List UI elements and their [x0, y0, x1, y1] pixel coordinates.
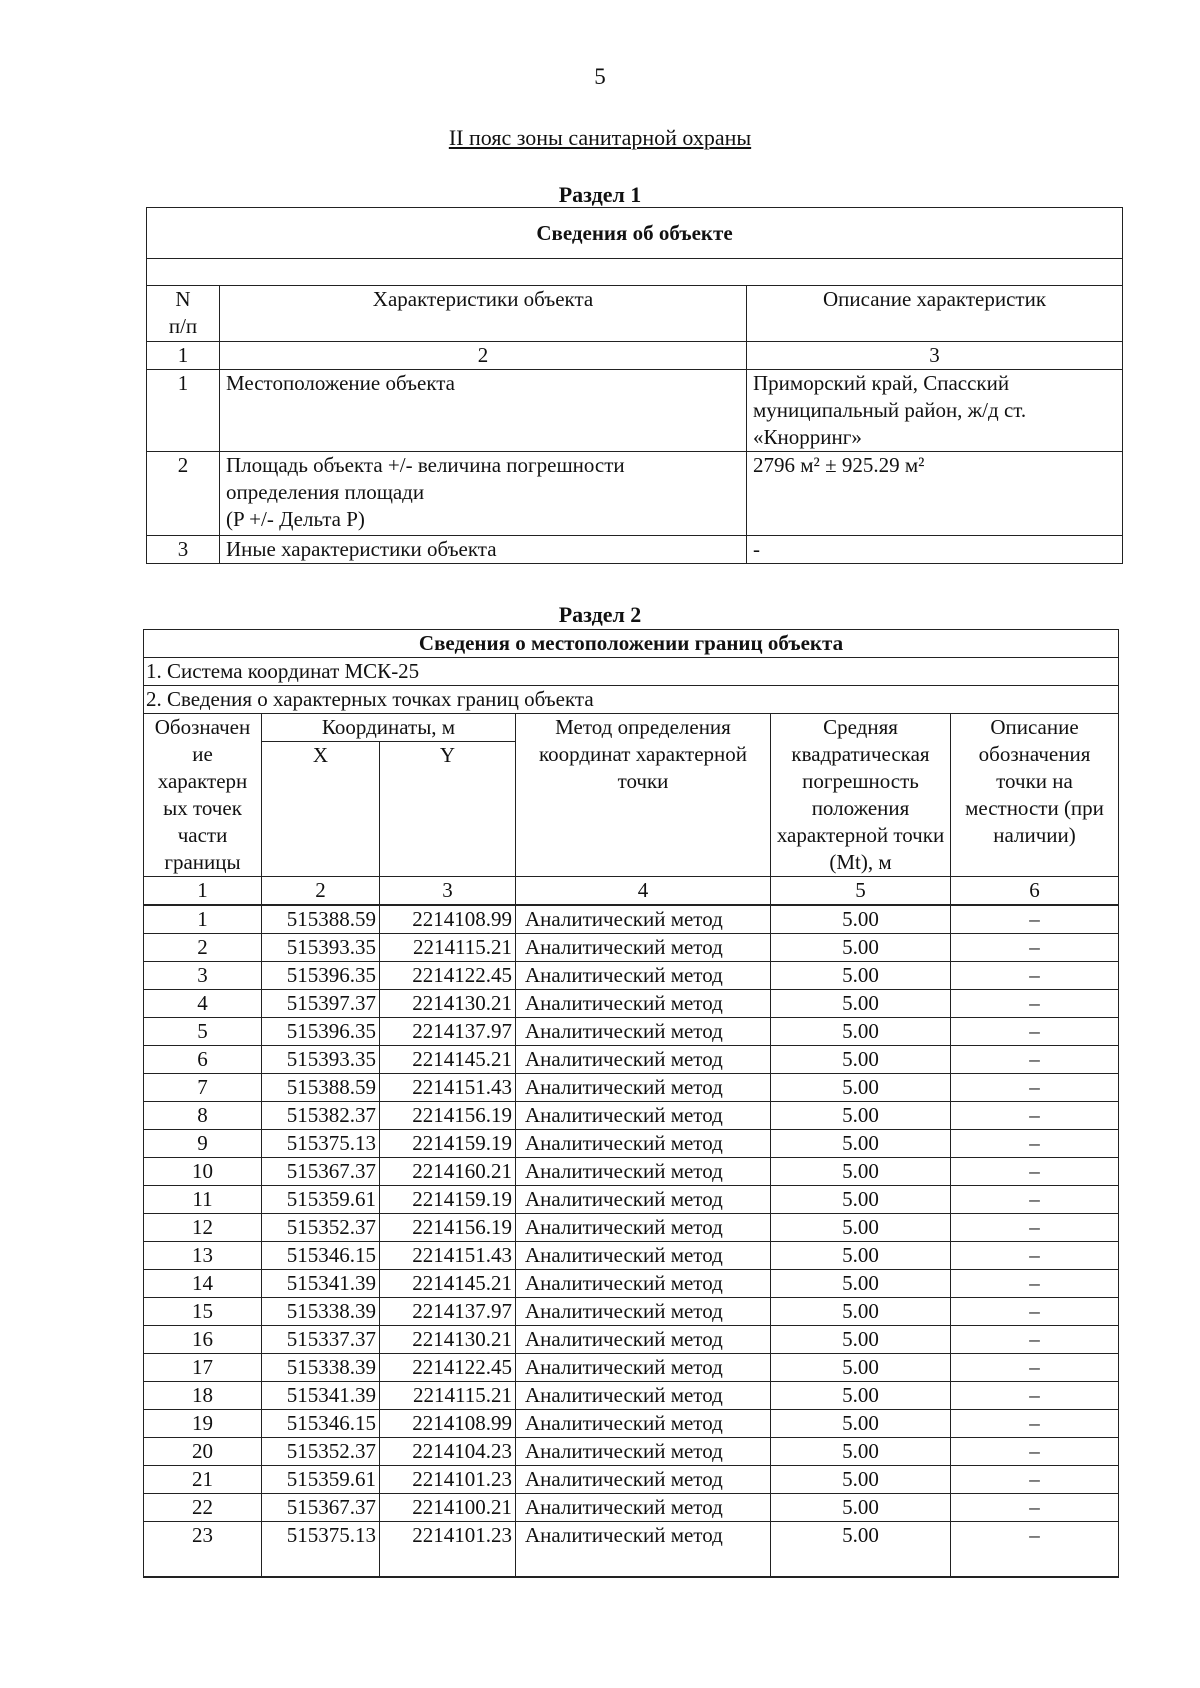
- col-header-description: Описание характеристик: [747, 286, 1123, 342]
- point-number-cell: 6: [144, 1046, 262, 1074]
- point-number-cell: 7: [144, 1074, 262, 1102]
- y-coordinate-cell: 2214115.21: [380, 1382, 516, 1410]
- point-description-cell: –: [951, 1410, 1119, 1438]
- y-coordinate-cell: 2214108.99: [380, 1410, 516, 1438]
- belt-title: II пояс зоны санитарной охраны: [448, 125, 752, 150]
- point-number-cell: 11: [144, 1186, 262, 1214]
- table-row: [144, 1270, 1119, 1298]
- row-number: 3: [147, 536, 220, 564]
- method-cell: Аналитический метод: [516, 1018, 771, 1046]
- y-coordinate-cell: 2214159.19: [380, 1186, 516, 1214]
- point-description-cell: –: [951, 1102, 1119, 1130]
- point-description-cell: –: [951, 1522, 1119, 1577]
- point-number-cell: 1: [144, 905, 262, 934]
- x-coordinate-cell: 515393.35: [262, 1046, 380, 1074]
- error-cell: 5.00: [771, 1186, 951, 1214]
- method-cell: Аналитический метод: [516, 1046, 771, 1074]
- point-description-cell: –: [951, 1466, 1119, 1494]
- x-coordinate-cell: 515397.37: [262, 990, 380, 1018]
- point-description-cell: –: [951, 1354, 1119, 1382]
- x-coordinate-cell: 515346.15: [262, 1242, 380, 1270]
- table-row: [144, 1410, 1119, 1438]
- method-cell: Аналитический метод: [516, 1074, 771, 1102]
- col-number: 5: [771, 877, 951, 906]
- y-coordinate-cell: 2214145.21: [380, 1046, 516, 1074]
- y-coordinate-cell: 2214151.43: [380, 1242, 516, 1270]
- section1-title: Раздел 1: [558, 182, 642, 207]
- table-row: [144, 1186, 1119, 1214]
- error-cell: 5.00: [771, 1158, 951, 1186]
- y-coordinate-cell: 2214101.23: [380, 1466, 516, 1494]
- point-description-cell: –: [951, 1326, 1119, 1354]
- col-header-characteristic: Характеристики объекта: [220, 286, 747, 342]
- x-coordinate-cell: 515359.61: [262, 1186, 380, 1214]
- page-number: 5: [594, 64, 606, 89]
- table-row: [144, 905, 1119, 934]
- point-description-cell: –: [951, 1158, 1119, 1186]
- y-coordinate-cell: 2214101.23: [380, 1522, 516, 1577]
- x-coordinate-cell: 515388.59: [262, 1074, 380, 1102]
- col-number: 1: [144, 877, 262, 906]
- x-coordinate-cell: 515346.15: [262, 1410, 380, 1438]
- point-number-cell: 17: [144, 1354, 262, 1382]
- method-cell: Аналитический метод: [516, 1326, 771, 1354]
- table-row: [144, 1158, 1119, 1186]
- section2-title: Раздел 2: [558, 602, 642, 627]
- point-number-cell: 23: [144, 1522, 262, 1577]
- x-coordinate-cell: 515382.37: [262, 1102, 380, 1130]
- method-cell: Аналитический метод: [516, 1242, 771, 1270]
- method-cell: Аналитический метод: [516, 1494, 771, 1522]
- point-description-cell: –: [951, 905, 1119, 934]
- col-number: 3: [747, 342, 1123, 370]
- object-info-table: [146, 207, 1123, 564]
- table-row: [144, 1494, 1119, 1522]
- characteristic-cell: Местоположение объекта: [220, 370, 747, 452]
- y-coordinate-cell: 2214151.43: [380, 1074, 516, 1102]
- table-row: [144, 934, 1119, 962]
- point-number-cell: 20: [144, 1438, 262, 1466]
- table-row: [144, 1354, 1119, 1382]
- y-coordinate-cell: 2214156.19: [380, 1102, 516, 1130]
- point-description-cell: –: [951, 1186, 1119, 1214]
- point-number-cell: 8: [144, 1102, 262, 1130]
- error-cell: 5.00: [771, 1382, 951, 1410]
- method-cell: Аналитический метод: [516, 990, 771, 1018]
- point-number-cell: 2: [144, 934, 262, 962]
- y-coordinate-cell: 2214115.21: [380, 934, 516, 962]
- description-cell: Приморский край, Спасский муниципальный район, ж/д ст. «Кнорринг»: [747, 370, 1123, 452]
- col-number: 6: [951, 877, 1119, 906]
- row-number: 2: [147, 452, 220, 536]
- x-coordinate-cell: 515367.37: [262, 1158, 380, 1186]
- col-header-number: N п/п: [147, 286, 220, 342]
- point-number-cell: 10: [144, 1158, 262, 1186]
- table-row: [144, 962, 1119, 990]
- method-cell: Аналитический метод: [516, 1186, 771, 1214]
- error-cell: 5.00: [771, 962, 951, 990]
- col-header-description: Описание обозначения точки на местности (при наличии): [951, 714, 1119, 877]
- col-number: 4: [516, 877, 771, 906]
- error-cell: 5.00: [771, 1214, 951, 1242]
- point-number-cell: 19: [144, 1410, 262, 1438]
- method-cell: Аналитический метод: [516, 1382, 771, 1410]
- method-cell: Аналитический метод: [516, 1298, 771, 1326]
- table-row: [144, 1326, 1119, 1354]
- x-coordinate-cell: 515375.13: [262, 1130, 380, 1158]
- error-cell: 5.00: [771, 990, 951, 1018]
- table-row: [144, 1074, 1119, 1102]
- point-description-cell: –: [951, 1018, 1119, 1046]
- y-coordinate-cell: 2214130.21: [380, 990, 516, 1018]
- y-coordinate-cell: 2214104.23: [380, 1438, 516, 1466]
- point-number-cell: 13: [144, 1242, 262, 1270]
- error-cell: 5.00: [771, 1298, 951, 1326]
- table-row: [144, 1466, 1119, 1494]
- point-number-cell: 5: [144, 1018, 262, 1046]
- point-number-cell: 9: [144, 1130, 262, 1158]
- x-coordinate-cell: 515341.39: [262, 1270, 380, 1298]
- points-heading-row: 2. Сведения о характерных точках границ объекта: [144, 686, 1119, 714]
- table-row: [144, 1018, 1119, 1046]
- method-cell: Аналитический метод: [516, 962, 771, 990]
- method-cell: Аналитический метод: [516, 934, 771, 962]
- boundary-points-table: [143, 629, 1119, 1578]
- boundary-info-header: Сведения о местоположении границ объекта: [144, 630, 1119, 658]
- method-cell: Аналитический метод: [516, 1410, 771, 1438]
- table-row: [144, 1214, 1119, 1242]
- x-coordinate-cell: 515341.39: [262, 1382, 380, 1410]
- point-number-cell: 14: [144, 1270, 262, 1298]
- table-row: [144, 1242, 1119, 1270]
- error-cell: 5.00: [771, 1102, 951, 1130]
- y-coordinate-cell: 2214122.45: [380, 962, 516, 990]
- error-cell: 5.00: [771, 1018, 951, 1046]
- method-cell: Аналитический метод: [516, 1354, 771, 1382]
- point-description-cell: –: [951, 962, 1119, 990]
- error-cell: 5.00: [771, 1326, 951, 1354]
- table-row: [144, 1382, 1119, 1410]
- method-cell: Аналитический метод: [516, 1466, 771, 1494]
- x-coordinate-cell: 515367.37: [262, 1494, 380, 1522]
- coord-system-row: 1. Система координат МСК-25: [144, 658, 1119, 686]
- error-cell: 5.00: [771, 1522, 951, 1577]
- error-cell: 5.00: [771, 1074, 951, 1102]
- point-description-cell: –: [951, 1298, 1119, 1326]
- error-cell: 5.00: [771, 1270, 951, 1298]
- point-number-cell: 16: [144, 1326, 262, 1354]
- method-cell: Аналитический метод: [516, 1158, 771, 1186]
- method-cell: Аналитический метод: [516, 1438, 771, 1466]
- x-coordinate-cell: 515388.59: [262, 905, 380, 934]
- error-cell: 5.00: [771, 1046, 951, 1074]
- x-coordinate-cell: 515393.35: [262, 934, 380, 962]
- y-coordinate-cell: 2214160.21: [380, 1158, 516, 1186]
- y-coordinate-cell: 2214100.21: [380, 1494, 516, 1522]
- point-description-cell: –: [951, 1046, 1119, 1074]
- point-number-cell: 15: [144, 1298, 262, 1326]
- table-row: [144, 1522, 1119, 1577]
- method-cell: Аналитический метод: [516, 1130, 771, 1158]
- col-number: 1: [147, 342, 220, 370]
- x-coordinate-cell: 515338.39: [262, 1354, 380, 1382]
- point-description-cell: –: [951, 1074, 1119, 1102]
- y-coordinate-cell: 2214156.19: [380, 1214, 516, 1242]
- y-coordinate-cell: 2214137.97: [380, 1298, 516, 1326]
- col-number: 2: [262, 877, 380, 906]
- method-cell: Аналитический метод: [516, 1270, 771, 1298]
- y-coordinate-cell: 2214145.21: [380, 1270, 516, 1298]
- x-coordinate-cell: 515338.39: [262, 1298, 380, 1326]
- error-cell: 5.00: [771, 1466, 951, 1494]
- col-number: 3: [380, 877, 516, 906]
- col-header-method: Метод определения координат характерной точки: [516, 714, 771, 877]
- x-coordinate-cell: 515396.35: [262, 1018, 380, 1046]
- point-description-cell: –: [951, 1270, 1119, 1298]
- point-number-cell: 21: [144, 1466, 262, 1494]
- x-coordinate-cell: 515375.13: [262, 1522, 380, 1577]
- error-cell: 5.00: [771, 1130, 951, 1158]
- point-description-cell: –: [951, 1494, 1119, 1522]
- error-cell: 5.00: [771, 1494, 951, 1522]
- point-description-cell: –: [951, 1382, 1119, 1410]
- y-coordinate-cell: 2214130.21: [380, 1326, 516, 1354]
- y-coordinate-cell: 2214159.19: [380, 1130, 516, 1158]
- error-cell: 5.00: [771, 1410, 951, 1438]
- error-cell: 5.00: [771, 1354, 951, 1382]
- description-cell: 2796 м² ± 925.29 м²: [747, 452, 1123, 536]
- spacer-row: [147, 259, 1123, 286]
- col-header-error: Средняя квадратическая погрешность положения характерной точки (Mt), м: [771, 714, 951, 877]
- point-description-cell: –: [951, 1242, 1119, 1270]
- table-row: [144, 990, 1119, 1018]
- method-cell: Аналитический метод: [516, 905, 771, 934]
- x-coordinate-cell: 515337.37: [262, 1326, 380, 1354]
- table-row: [144, 1130, 1119, 1158]
- table-row: [144, 1438, 1119, 1466]
- point-number-cell: 12: [144, 1214, 262, 1242]
- characteristic-cell: Иные характеристики объекта: [220, 536, 747, 564]
- table-row: [144, 1046, 1119, 1074]
- error-cell: 5.00: [771, 1438, 951, 1466]
- y-coordinate-cell: 2214137.97: [380, 1018, 516, 1046]
- error-cell: 5.00: [771, 934, 951, 962]
- description-cell: -: [747, 536, 1123, 564]
- x-coordinate-cell: 515359.61: [262, 1466, 380, 1494]
- point-number-cell: 3: [144, 962, 262, 990]
- y-coordinate-cell: 2214122.45: [380, 1354, 516, 1382]
- point-description-cell: –: [951, 1438, 1119, 1466]
- x-coordinate-cell: 515396.35: [262, 962, 380, 990]
- object-info-header: Сведения об объекте: [147, 208, 1123, 259]
- table-row: [144, 1102, 1119, 1130]
- point-description-cell: –: [951, 990, 1119, 1018]
- point-number-cell: 22: [144, 1494, 262, 1522]
- method-cell: Аналитический метод: [516, 1522, 771, 1577]
- x-coordinate-cell: 515352.37: [262, 1214, 380, 1242]
- point-number-cell: 4: [144, 990, 262, 1018]
- point-description-cell: –: [951, 1130, 1119, 1158]
- error-cell: 5.00: [771, 1242, 951, 1270]
- point-description-cell: –: [951, 1214, 1119, 1242]
- col-header-y: Y: [380, 742, 516, 877]
- col-number: 2: [220, 342, 747, 370]
- y-coordinate-cell: 2214108.99: [380, 905, 516, 934]
- error-cell: 5.00: [771, 905, 951, 934]
- col-header-point: Обозначен ие характерн ых точек части границы: [144, 714, 262, 877]
- col-header-x: X: [262, 742, 380, 877]
- row-number: 1: [147, 370, 220, 452]
- col-header-coords: Координаты, м: [262, 714, 516, 742]
- table-row: [144, 1298, 1119, 1326]
- method-cell: Аналитический метод: [516, 1214, 771, 1242]
- characteristic-cell: Площадь объекта +/- величина погрешности определения площади (P +/- Дельта P): [220, 452, 747, 536]
- method-cell: Аналитический метод: [516, 1102, 771, 1130]
- point-description-cell: –: [951, 934, 1119, 962]
- point-number-cell: 18: [144, 1382, 262, 1410]
- x-coordinate-cell: 515352.37: [262, 1438, 380, 1466]
